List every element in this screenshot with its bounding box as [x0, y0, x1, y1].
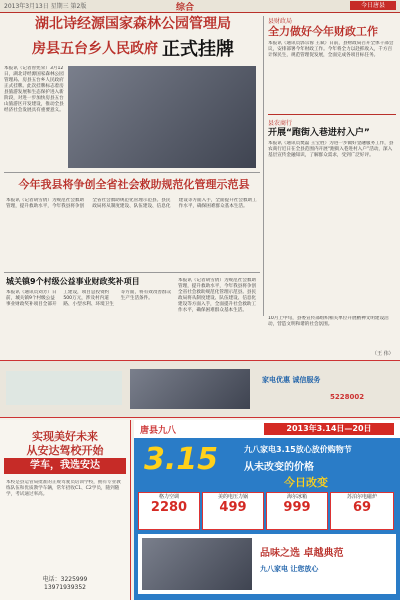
mid-right-text: 本报讯（记者胡雪倩）为规范社会救助管理，提升救助水平，今年我县将争创全省社会救助规范化管理示范县。县民政局将从制度建设、队伍建设、信息化建设等方面入手，全面提升社会救助工作水平，确保困难群众基本生活。	[178, 278, 257, 313]
lead-photo	[68, 66, 256, 168]
ad-dates: 2013年3.14日—20日	[264, 423, 394, 435]
ad-slogan: 学车，我选安达	[4, 458, 126, 474]
right-title-1: 全力做好今年财政工作	[268, 25, 378, 38]
ad-contact: 电话：3225999	[42, 576, 88, 583]
deal-item	[202, 492, 264, 530]
ad-phone: 13971939352	[44, 584, 86, 591]
deal-name: 苏泊尔电磁炉	[346, 494, 377, 500]
bottom-title: 城关镇9个村级公益事业财政奖补项目	[6, 277, 140, 286]
bottom-text: 本报讯（通讯员刘芳）日前，城关镇9个村级公益事业财政奖补项目全部开工建设，项目总投资约500万元，涉及村内道路、小型水利、环境卫生等方面，将有效改善群众生产生活条件。	[6, 290, 172, 307]
mid-title: 今年我县将争创全省社会救助规范化管理示范县	[18, 178, 250, 191]
right-article-1	[268, 16, 396, 225]
strip-ad-photo	[130, 369, 250, 409]
divider	[268, 114, 396, 115]
ad-bottom-panel	[138, 534, 396, 594]
deal-price: 2280	[150, 500, 188, 515]
kicker-2: 县农商行	[268, 120, 293, 127]
right-text-1: 本报讯（通讯员郭宗蓉 王斌）日前，县财政局召开全体干部会议，安排部署今年财政工作。今年将全力以赴抓收入，千方百计保民生，规范管理促发展，全面完成各项目标任务。	[268, 41, 394, 58]
deal-name: 美的电压力锅	[217, 494, 248, 500]
mid-text: 本报讯（记者胡雪倩）为规范社会救助管理，提升救助水平，今年我县将争创全省社会救助规范化管理示范县。县民政局将从制度建设、队伍建设、信息化建设等方面入手，全面提升社会救助工作水平，确保困难群众基本生活。	[6, 198, 257, 209]
right-title-2: 开展“跑街入巷进村入户”	[268, 128, 370, 138]
lead-title-line1: 湖北诗经源国家森林公园管理局	[35, 16, 231, 32]
issue-date: 2013年3月13日 星期三 第2版	[4, 3, 87, 10]
ad-headline-1: 实现美好未来	[32, 430, 98, 443]
strip-ad	[0, 360, 400, 418]
ad-line-2: 从未改变的价格	[244, 462, 314, 473]
notice-text: 10月上中旬，县委宣传部组织相关单位开展精神文明建设活动，营造文明和谐的社会氛围。	[268, 316, 389, 327]
lead-title-line2: 房县五台乡人民政府	[32, 41, 158, 57]
lead-text: 本报讯（记者曾宪荣）3月12日，湖北诗经源国家森林公园管理局、房县五台乡人民政府正式挂牌。此次挂牌标志着房县旅游发展和生态保护进入新阶段，对进一步加快房县五台山旅游区开发建设，推动全县经济社会发展具有重要意义。	[4, 66, 64, 113]
strip-ad-text: 家电优惠 诚信服务	[262, 376, 321, 384]
ad-product-photo	[142, 538, 252, 590]
deal-item	[138, 492, 200, 530]
deal-price: 999	[283, 500, 311, 515]
ad-line-1: 九八家电3.15放心放价购物节	[244, 445, 352, 454]
deal-price: 69	[352, 500, 372, 515]
ad-text: 本校是县运管局批准的正规驾驶员培训学校，拥有专业教练队伍和优质教学车辆，常年招收C1、C2学员，随到随学，考试通过率高。	[6, 480, 121, 497]
appliance-store-ad	[134, 420, 400, 600]
column-divider	[263, 16, 264, 316]
strip-ad-image	[6, 371, 122, 405]
ad-bottom-2: 九八家电 让您放心	[260, 565, 319, 573]
deal-name: 格力空调	[158, 494, 179, 500]
divider	[4, 272, 260, 273]
right-text-2: 本报讯（通讯员樊磊 王宝胜）为进一步做好金融服务工作，县农商行近日在全县范围内开展“跑街入巷进村入户”活动，深入基层宣传金融知识，了解群众需求，受到广泛好评。	[268, 141, 394, 158]
deal-item	[266, 492, 328, 530]
deal-item	[330, 492, 394, 530]
deal-name: 海尔冰箱	[286, 494, 307, 500]
strip-ad-phone: 5228002	[330, 393, 365, 401]
kicker: 县财政局	[268, 18, 293, 25]
paper-logo: 今日唐县	[350, 1, 396, 10]
ad-headline-2: 从安达驾校开始	[26, 444, 104, 457]
driving-school-ad	[0, 420, 131, 600]
ad-line-3: 今日改变	[284, 476, 328, 489]
divider	[4, 172, 260, 173]
ad-bottom-1: 品味之选 卓越典范	[260, 548, 344, 559]
deal-price: 499	[219, 500, 247, 515]
lead-title-emph: 正式挂牌	[162, 39, 234, 60]
ad-brand: 唐县九八	[140, 426, 177, 436]
page-header	[0, 0, 400, 13]
ad-big-315: 3.15	[144, 442, 219, 477]
notice-author: （王 伟）	[372, 351, 394, 357]
section-title: 综合	[176, 3, 195, 13]
lead-headline	[8, 16, 258, 62]
ad-top-bar	[134, 420, 400, 438]
